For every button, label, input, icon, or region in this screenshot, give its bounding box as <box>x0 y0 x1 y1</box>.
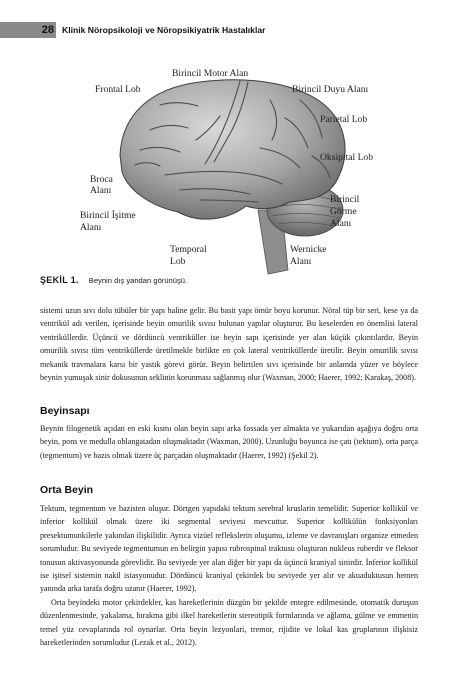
paragraph-midbrain <box>40 502 418 649</box>
figure-brain-lateral <box>0 60 453 275</box>
label-temporal-lobe-line2: Lob <box>170 256 186 267</box>
page-number: 28 <box>41 24 54 36</box>
figure-caption <box>40 274 187 287</box>
heading-orta-beyin: Orta Beyin <box>40 484 94 496</box>
label-wernicke-area-line2: Alanı <box>290 256 312 267</box>
label-broca-area-line2: Alanı <box>90 185 112 196</box>
heading-beyinsapi: Beyinsapı <box>40 405 90 417</box>
brain-illustration <box>0 60 453 275</box>
figure-number: ŞEKİL 1. <box>40 275 79 285</box>
label-primary-motor-area: Birincil Motor Alan <box>172 68 249 79</box>
running-title: Klinik Nöropsikoloji ve Nöropsikiyatrik Hastalıklar <box>62 25 266 35</box>
paragraph-text: Beynin filogenetik açıdan en eski kısmı olan beyin sapı arka fossada yer almakta ve yukarıdan aşağıya doğru orta beyin, pons ve medulla oblangatadan oluşmaktadır (Waxman, 2000). Uzunluğu boyunca ise çatı (tektum), orta parça (tegmentum) ve bazis olmak üzere üç parçadan oluşmaktadır (Haerer, 1992) (Şekil 2). <box>40 424 418 460</box>
label-wernicke-area-line1: Wernicke <box>290 244 327 255</box>
label-temporal-lobe-line1: Temporal <box>170 244 207 255</box>
label-visual-area-line3: Alanı <box>330 218 352 229</box>
label-frontal-lobe: Frontal Lob <box>95 84 141 95</box>
paragraph-text: Orta beyindeki motor çekirdekler, kas hareketlerinin düzgün bir şekilde entegre edilmesinde, otomatik duruşun düzenlenmesinde, yakalama, bırakma gibi ilkel hareketlerin stereotipik formlarında ve ağlama, gülme ve emmenin temel yüz cevaplarında rol oynarlar. Orta beyin lezyonlari, tremor, rijidite ve lokal kas gruplarının ilişkisiz hareketlerinden sorumludur (Lezak et al., 2012). <box>40 597 418 648</box>
label-auditory-area-line1: Birincil İşitme <box>80 210 136 221</box>
label-primary-sensory-area: Birincil Duyu Alanı <box>292 84 369 95</box>
cerebrum <box>120 80 345 219</box>
label-auditory-area-line2: Alanı <box>80 222 102 233</box>
paragraph-text: Tektum, tegmentum ve bazisten oluşur. Dörtgen yapıdaki tektum serebral kruslarin temelidir. Superior kollikül ve inferior kollikül olmak üzere iki segmental seviyesi mevcuttur. Superior kollikülün fonksiyonları presektumunkilerle yakından ilişkilidir. Ayrıca vizüel reflekslerin oluşumu, izleme ve davranışları organize etmeden sorumludur. Bu seviyede tegmentumun en belirgin yapısı rubrospinal traktusu oluşturan nukleus ruberdir ve fleksor tonusun aktivasyonunda görevlidir. Bu seviyede yer alan diğer bir yapı da üçüncü kraniyal sinirdir. İnferior kollikül ise işitsel sistemin nakil istasyonudur. Dördüncü kraniyal çekirdek bu seviyede yer alır ve akuaduktusun hemen yanında arka tarafa doğru uzanır (Haerer, 1992). <box>40 504 418 594</box>
label-broca-area-line1: Broca <box>90 174 113 185</box>
running-header <box>0 22 453 38</box>
label-visual-area-line2: Görme <box>330 206 357 217</box>
figure-caption-text: Beynin dış yandan görünüşü. <box>88 276 188 285</box>
paragraph-text: sistemi uzun sıvı dolu tübüler bir yapı haline gelir. Bu basit yapı ömür boyu korunur. Nöral tüp bir seri, kese ya da ventrikül adı verilen, içerisinde beyin omurilik sıvısı bulunan yapılar oluşturur. Bu keselerden en önemlisi lateral ventriküllerdir. Üçüncü ve dördüncü ventriküller ise beyin sapı içerisinde yer alan küçük çıkıntılardır. Beyin omurilik sıvısı tüm ventriküllerde üretilmekle birlikte en çok lateral ventriküllerde üretilir. Beyin omurilik sıvısı mekanik travmalara karsı bir yastık görevi görür. Beyin belirtilen sıvı içerisinde bir anlamda yüzer ve böylece beynin yumuşak sinir dokusunun seklinin korunması sağlanmış olur (Waxman, 2000; Haerer, 1992; Karakaş, 2008). <box>40 306 418 383</box>
label-visual-area-line1: Birincil <box>330 194 360 205</box>
label-occipital-lobe: Oksipital Lob <box>320 152 374 163</box>
paragraph-brainstem <box>40 422 418 462</box>
label-parietal-lobe: Parietal Lob <box>320 114 368 125</box>
paragraph-ventricles <box>40 304 418 384</box>
